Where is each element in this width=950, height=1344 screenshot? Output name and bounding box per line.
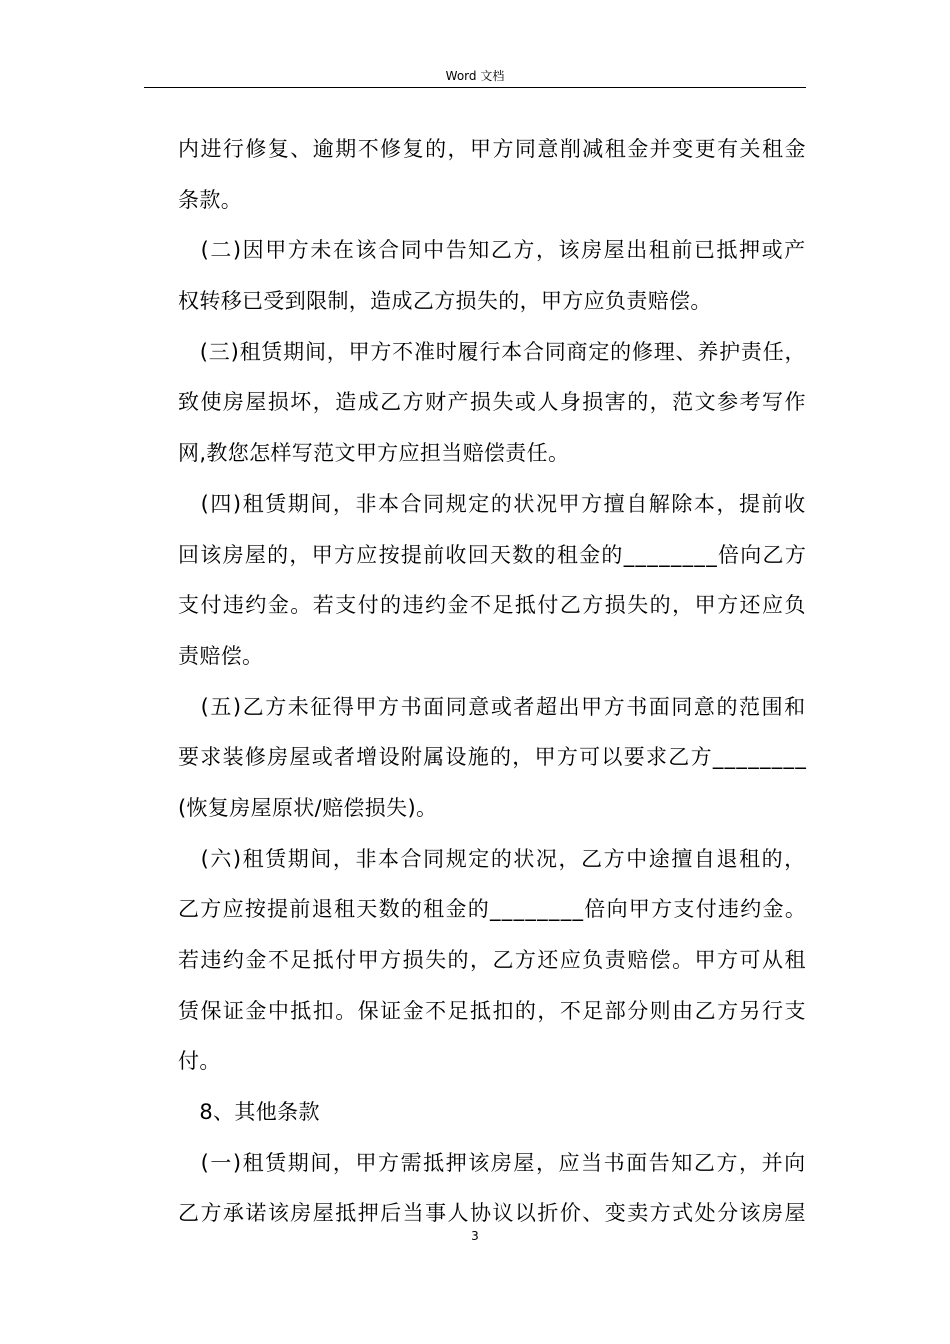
body-line: 责赔偿。 bbox=[178, 643, 264, 668]
body-line: 乙方承诺该房屋抵押后当事人协议以折价、变卖方式处分该房屋 bbox=[178, 1201, 807, 1226]
body-line: 权转移已受到限制，造成乙方损失的，甲方应负责赔偿。 bbox=[178, 289, 712, 314]
body-line: 若违约金不足抵付甲方损失的，乙方还应负责赔偿。甲方可从租 bbox=[178, 948, 807, 972]
body-line: 赁保证金中抵扣。保证金不足抵扣的，不足部分则由乙方另行支 bbox=[178, 998, 807, 1023]
page-number: 3 bbox=[471, 1229, 479, 1243]
body-line: 网,教您怎样写范文甲方应担当赔偿责任。 bbox=[178, 441, 570, 466]
body-line: 条款。 bbox=[178, 187, 243, 212]
body-line: (二)因甲方未在该合同中告知乙方，该房屋出租前已抵押或产 bbox=[178, 238, 807, 263]
body-line: 付。 bbox=[178, 1049, 221, 1074]
body-line: (五)乙方未征得甲方书面同意或者超出甲方书面同意的范围和 bbox=[178, 694, 807, 719]
body-line: (一)租赁期间，甲方需抵押该房屋，应当书面告知乙方，并向 bbox=[178, 1150, 807, 1175]
header-divider bbox=[144, 87, 806, 88]
body-line: (三)租赁期间，甲方不准时履行本合同商定的修理、养护责任， bbox=[178, 339, 807, 364]
body-line: 致使房屋损坏，造成乙方财产损失或人身损害的，范文参考写作 bbox=[178, 390, 807, 415]
body-line: 乙方应按提前退租天数的租金的________倍向甲方支付违约金。 bbox=[178, 897, 808, 922]
body-line: 支付违约金。若支付的违约金不足抵付乙方损失的，甲方还应负 bbox=[178, 593, 807, 618]
body-line: 要求装修房屋或者增设附属设施的，甲方可以要求乙方________ bbox=[178, 745, 808, 770]
section-heading: 8、其他条款 bbox=[178, 1100, 320, 1125]
body-line: (六)租赁期间，非本合同规定的状况，乙方中途擅自退租的， bbox=[178, 846, 807, 871]
body-line: (四)租赁期间，非本合同规定的状况甲方擅自解除本，提前收 bbox=[178, 491, 807, 516]
body-line: (恢复房屋原状/赔偿损失)。 bbox=[178, 795, 438, 820]
body-paragraphs bbox=[178, 131, 806, 1231]
document-body bbox=[178, 131, 806, 1246]
body-line: 内进行修复、逾期不修复的，甲方同意削减租金并变更有关租金 bbox=[178, 137, 807, 161]
body-line: 回该房屋的，甲方应按提前收回天数的租金的________倍向乙方 bbox=[178, 542, 808, 567]
page-header: Word 文档 bbox=[445, 69, 505, 83]
